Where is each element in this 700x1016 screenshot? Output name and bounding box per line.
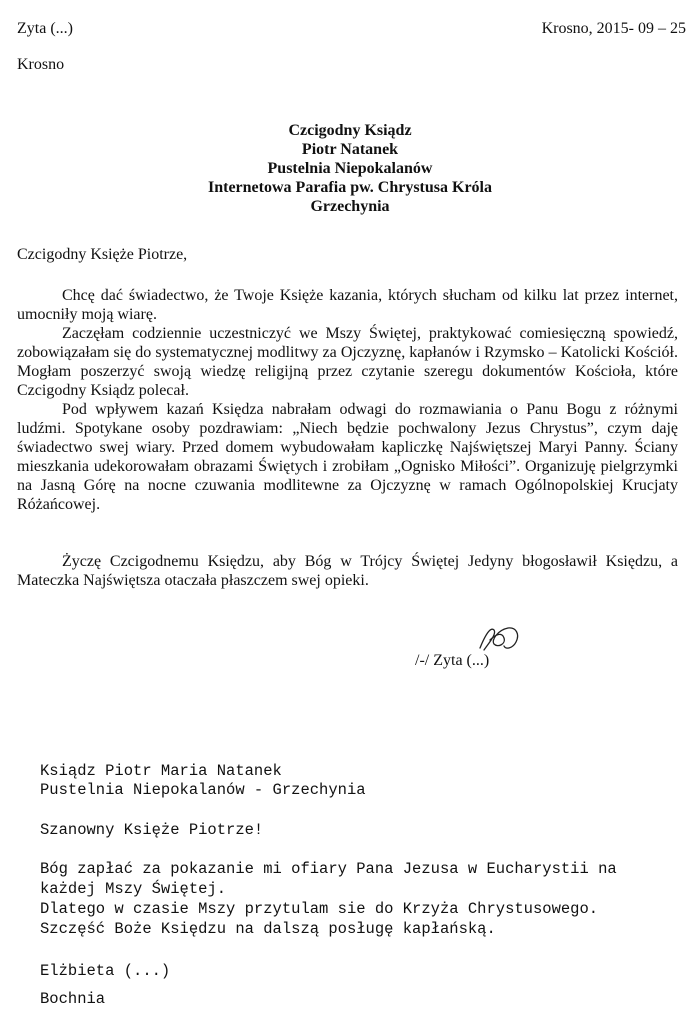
letter2-recipient-place: Pustelnia Niepokalanów - Grzechynia bbox=[40, 781, 366, 799]
letter2-salutation: Szanowny Księże Piotrze! bbox=[40, 821, 264, 839]
recipient-line: Internetowa Parafia pw. Chrystusa Króla bbox=[208, 179, 492, 196]
letter-date: Krosno, 2015- 09 – 25 bbox=[541, 20, 686, 37]
recipient-line: Pustelnia Niepokalanów bbox=[267, 160, 433, 177]
sender-city: Krosno bbox=[17, 56, 65, 73]
recipient-line: Czcigodny Ksiądz bbox=[288, 122, 412, 139]
letter2-body-line: Dlatego w czasie Mszy przytulam sie do Krzyża Chrystusowego. bbox=[40, 900, 599, 918]
letter1-paragraph: Chcę dać świadectwo, że Twoje Księże kazania, których słucham od kilku lat przez internet, umocniły moją wiarę. bbox=[17, 287, 678, 323]
letter2-author-city: Bochnia bbox=[40, 990, 106, 1008]
letter1-paragraph: Pod wpływem kazań Księdza nabrałam odwagi do rozmawiania o Panu Bogu z różnymi ludźmi. Spotykane osoby pozdrawiam: „Niech będzie pochwalony Jezus Chrystus”, czym daję świadectwo swej wiary. Przed domem wybudowałam kapliczkę Najświętszej Maryi Panny. Ściany mieszkania udekorowałam obrazami Świętych i zrobiłam „Ognisko Miłości”. Organizuję pielgrzymki na Jasną Górę na nocne czuwania modlitewne za Ojczyznę w ramach Ogólnopolskiej Krucjaty Różańcowej. bbox=[17, 401, 678, 513]
letter2-body-line: Bóg zapłać za pokazanie mi ofiary Pana Jezusa w Eucharystii na bbox=[40, 860, 617, 878]
sender-name: Zyta (...) bbox=[17, 20, 73, 37]
letter2-author: Elżbieta (...) bbox=[40, 962, 171, 980]
letter2-body bbox=[40, 859, 690, 939]
letter2-body-line: każdej Mszy Świętej. bbox=[40, 880, 227, 898]
letter1-body bbox=[17, 286, 678, 514]
recipient-line: Piotr Natanek bbox=[301, 141, 399, 158]
letter1-salutation: Czcigodny Księże Piotrze, bbox=[17, 246, 188, 263]
recipient-block bbox=[0, 121, 700, 216]
letter1-closing bbox=[17, 552, 678, 590]
letter2-body-line: Szczęść Boże Księdzu na dalszą posługę kapłańską. bbox=[40, 920, 496, 938]
letter1-paragraph: Zaczęłam codziennie uczestniczyć we Mszy Świętej, praktykować comiesięczną spowiedź, zobowiązałam się do systematycznej modlitwy za Ojczyznę, kapłanów i Rzymsko – Katolicki Kościół. Mogłam poszerzyć swoją wiedzę religijną przez czytanie szeregu dokumentów Kościoła, które Czcigodny Ksiądz polecał. bbox=[17, 325, 678, 399]
recipient-line: Grzechynia bbox=[310, 198, 390, 215]
letter1-closing-text: Życzę Czcigodnemu Księdzu, aby Bóg w Trójcy Świętej Jedyny błogosławił Księdzu, a Mateczka Najświętsza otaczała płaszczem swej opieki. bbox=[17, 553, 678, 589]
letter1-signature: /-/ Zyta (...) bbox=[415, 652, 490, 669]
letter2-recipient-name: Ksiądz Piotr Maria Natanek bbox=[40, 762, 282, 780]
